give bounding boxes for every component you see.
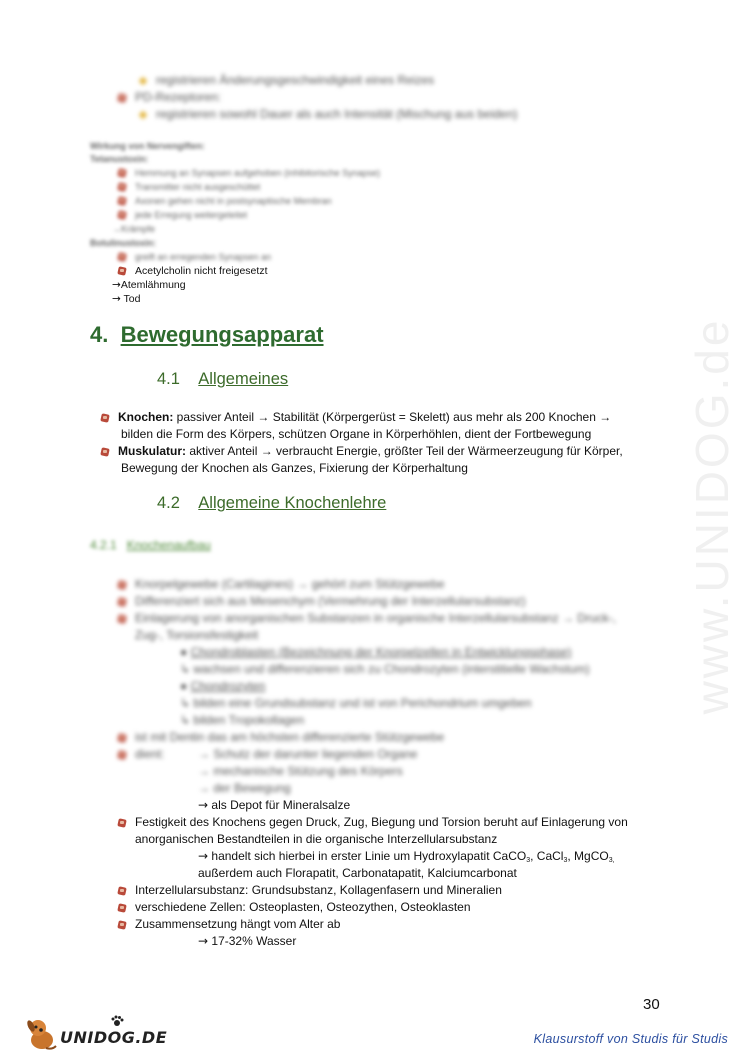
list-item: dient: <box>117 746 164 763</box>
bullet-icon <box>117 183 127 191</box>
list-item: greift an erregenden Synapsen an <box>117 249 271 266</box>
list-item-cont: außerdem auch Florapatit, Carbonatapatit, Kalciumcarbonat <box>198 866 517 880</box>
section-heading: 4. Bewegungsapparat <box>90 322 324 347</box>
subheading: Botulinustoxin: <box>90 238 156 248</box>
dog-icon <box>22 1014 62 1054</box>
list-item: ist mit Dentin das am höchsten differenzierte Stützgewebe <box>117 729 444 746</box>
list-item-cont: → mechanische Stützung des Körpers <box>198 764 403 778</box>
list-item: Differenziert sich aus Mesenchym (Vermehrung der Interzellularsubstanz) <box>117 593 526 610</box>
list-item: Transmitter nicht ausgeschüttet <box>117 179 260 196</box>
paw-icon <box>110 1014 124 1028</box>
list-item: PD-Rezeptoren: <box>117 89 221 106</box>
arrow-icon: → <box>112 293 121 305</box>
list-item-cont: → der Bewegung <box>198 781 291 795</box>
paragraph-muskulatur-cont: Bewegung der Knochen als Ganzes, Fixierung der Körperhaltung <box>121 461 468 475</box>
list-item-cont: → Schutz der darunter liegenden Organe <box>198 747 418 761</box>
list-item-cont: → handelt sich hierbei in erster Linie um Hydroxylapatit CaCO$_3$, CaCl$_3$, MgCO$_{3,}$ <box>198 849 615 864</box>
bullet-icon <box>117 734 127 742</box>
bullet-icon <box>100 448 110 456</box>
list-item: →Atemlähmung <box>112 279 186 291</box>
list-item-cont: ↳ bilden Tropokollagen <box>180 713 305 727</box>
paragraph-muskulatur: Muskulatur: aktiver Anteil → verbraucht Energie, größter Teil der Wärmeerzeugung für Körper, <box>100 443 623 460</box>
list-item-cont: anorganischen Bestandteilen in die organische Interzellularsubstanz <box>135 832 498 846</box>
footer-tagline: Klausurstoff von Studis für Studis <box>533 1032 728 1046</box>
list-item-cont: Zug-, Torsionsfestigkeit <box>135 628 259 642</box>
paragraph-knochen-cont: bilden die Form des Körpers, schützen Organe in Körperhöhlen, dient der Fortbewegung <box>121 427 592 441</box>
bullet-icon <box>117 598 127 606</box>
bullet-icon <box>117 615 127 623</box>
list-item-cont: → 17-32% Wasser <box>198 934 297 948</box>
arrow-icon: → <box>112 279 121 291</box>
bullet-icon <box>117 169 127 177</box>
list-item: → Tod <box>112 293 141 305</box>
bullet-icon <box>117 253 127 261</box>
bullet-icon <box>117 887 127 895</box>
logo-text: UNIDOG.DE <box>60 1028 168 1047</box>
list-item: Festigkeit des Knochens gegen Druck, Zug, Biegung und Torsion beruht auf Einlagerung von <box>117 814 628 831</box>
arrow-icon: → <box>198 849 209 863</box>
list-item: →Krämpfe <box>112 224 156 234</box>
bullet-icon <box>117 197 127 205</box>
unidog-logo <box>22 1014 168 1054</box>
list-item: Knorpelgewebe (Cartilagines) → gehört zum Stützgewebe <box>117 576 445 593</box>
list-item: jede Erregung weitergeleitet <box>117 207 247 224</box>
list-item-cont: → als Depot für Mineralsalze <box>198 798 351 812</box>
subsection-heading: 4.1 Allgemeines <box>157 370 289 388</box>
list-item: registrieren Änderungsgeschwindigkeit eines Reizes <box>138 72 434 89</box>
subheading: Wirkung von Nervengiften: <box>90 141 205 151</box>
list-item: verschiedene Zellen: Osteoplasten, Osteozythen, Osteoklasten <box>117 899 471 916</box>
bullet-icon <box>117 819 127 827</box>
list-item: Einlagerung von anorganischen Substanzen in organische Interzellularsubstanz → Druck-, <box>117 610 616 627</box>
bullet-icon <box>117 904 127 912</box>
list-item: Acetylcholin nicht freigesetzt <box>117 263 267 280</box>
list-item-cont: ↳ bilden eine Grundsubstanz und ist von Perichondrium umgeben <box>180 696 532 710</box>
bullet-icon <box>138 111 148 119</box>
list-item: ● Chondroblasten (Bezeichnung der Knorpelzellen in Entwicklungsphase) <box>180 645 572 659</box>
bullet-icon <box>138 77 148 85</box>
list-item: Axonen gehen nicht in postsynaptische Membran <box>117 193 332 210</box>
list-item: Hemmung an Synapsen aufgehoben (inhibitorische Synapse) <box>117 165 380 182</box>
list-item: Interzellularsubstanz: Grundsubstanz, Kollagenfasern und Mineralien <box>117 882 502 899</box>
bullet-icon <box>100 414 110 422</box>
subsection-heading: 4.2 Allgemeine Knochenlehre <box>157 494 387 512</box>
subheading: Tetanustoxin: <box>90 154 149 164</box>
list-item: registrieren sowohl Dauer als auch Intensität (Mischung aus beiden) <box>138 106 518 123</box>
list-item: ● Chondrozyten <box>180 679 266 693</box>
bullet-icon <box>117 921 127 929</box>
bullet-icon <box>117 211 127 219</box>
arrow-icon: → <box>198 934 209 948</box>
bullet-icon <box>117 94 127 102</box>
subsubsection-heading: 4.2.1 Knochenaufbau <box>90 538 211 552</box>
list-item-cont: ↳ wachsen und differenzieren sich zu Chondrozyten (interstitielle Wachstum) <box>180 662 590 676</box>
paragraph-knochen: Knochen: passiver Anteil → Stabilität (Körpergerüst = Skelett) aus mehr als 200 Knochen → <box>100 409 611 426</box>
list-item: Zusammensetzung hängt vom Alter ab <box>117 916 340 933</box>
arrow-icon: → <box>198 798 209 812</box>
bullet-icon <box>117 751 127 759</box>
bullet-icon <box>117 267 127 275</box>
bullet-icon <box>117 581 127 589</box>
watermark: www.UNIDOG.de <box>686 317 738 715</box>
page-number: 30 <box>643 996 660 1013</box>
